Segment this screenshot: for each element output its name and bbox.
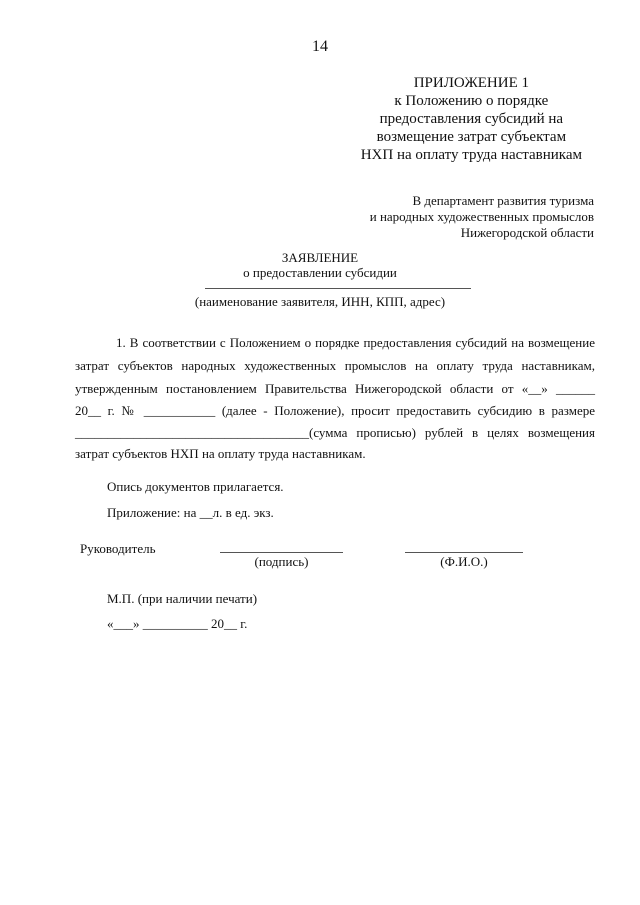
- appendix-line: возмещение затрат субъектам: [376, 129, 567, 145]
- signature-fill-line[interactable]: [220, 552, 343, 553]
- addressee-line: и народных художественных промыслов: [369, 209, 594, 224]
- page-number: 14: [312, 38, 328, 55]
- date-line[interactable]: «___» __________ 20__ г.: [107, 616, 248, 631]
- appendix-line: к Положению о порядке: [394, 93, 549, 109]
- body-line: утвержденным постановлением Правительства Нижегородской области от «__» ______: [75, 381, 595, 396]
- appendix-line: НХП на оплату труда наставникам: [360, 147, 582, 163]
- appendix-header: [361, 74, 582, 164]
- appendix-line: предоставления субсидий на: [379, 111, 564, 127]
- document-title: ЗАЯВЛЕНИЕ: [281, 250, 359, 265]
- signatory-role: Руководитель: [80, 541, 156, 556]
- body-line: 20__ г. № ___________ (далее - Положение), просит предоставить субсидию в размере: [75, 403, 595, 418]
- name-fill-line[interactable]: [405, 552, 523, 553]
- addressee-line: Нижегородской области: [460, 225, 594, 240]
- signature-caption: (подпись): [254, 554, 309, 569]
- name-caption: (Ф.И.О.): [440, 554, 488, 569]
- body-line: затрат субъектов народных художественных промыслов на оплату труда наставникам,: [75, 358, 595, 373]
- body-line: 1. В соответствии с Положением о порядке предоставления субсидий на возмещение: [116, 335, 595, 350]
- document-subtitle: о предоставлении субсидии: [243, 265, 397, 280]
- body-line: затрат субъектов НХП на оплату труда наставникам.: [75, 446, 366, 461]
- applicant-caption: (наименование заявителя, ИНН, КПП, адрес): [194, 294, 446, 309]
- attachments-note: Опись документов прилагается.: [107, 479, 284, 494]
- stamp-note: М.П. (при наличии печати): [107, 591, 258, 606]
- addressee-block: [370, 193, 594, 241]
- addressee-line: В департамент развития туризма: [412, 193, 594, 208]
- appendix-line: ПРИЛОЖЕНИЕ 1: [413, 75, 530, 91]
- appendix-note: Приложение: на __л. в ед. экз.: [107, 505, 274, 520]
- applicant-fill-line[interactable]: [205, 288, 471, 289]
- body-line: ____________________________________(сумма прописью) рублей в целях возмещения: [75, 425, 595, 440]
